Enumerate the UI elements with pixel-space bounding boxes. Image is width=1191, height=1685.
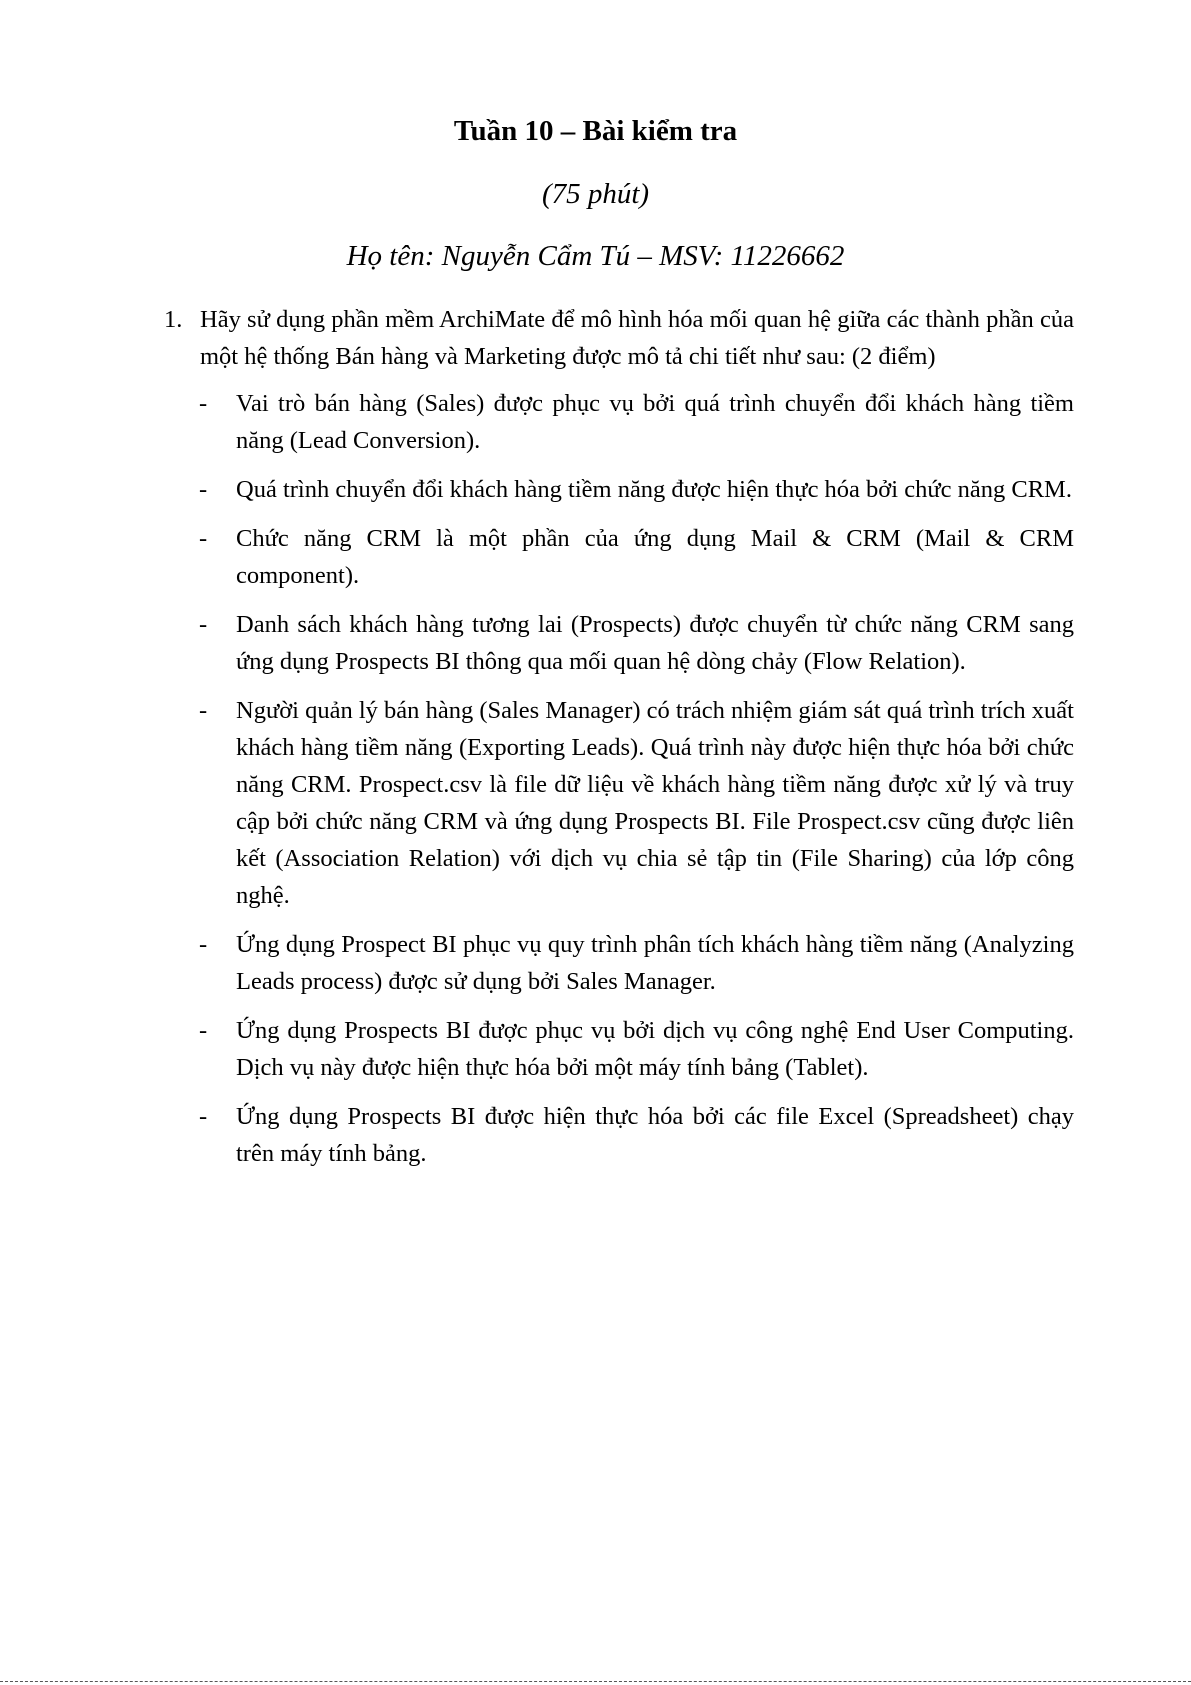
page-title: Tuần 10 – Bài kiểm tra [453,115,738,147]
list-item-text: Người quản lý bán hàng (Sales Manager) có trách nhiệm giám sát quá trình trích xuất khách hàng tiềm năng (Exporting Leads). Quá trình này được hiện thực hóa bởi chức năng CRM. Prospect.csv là file dữ liệu về khách hàng tiềm năng được xử lý và truy cập bởi chức năng CRM và ứng dụng Prospects BI. File Prospect.csv cũng được liên kết (Association Relation) với dịch vụ chia sẻ tập tin (File Sharing) của lớp công nghệ. [236,697,1074,909]
list-item [164,926,1074,1000]
list-item [164,1098,1074,1172]
question-1 [164,301,1074,1184]
bullet-dash: - [199,1103,208,1130]
question-number: 1. [164,306,183,333]
list-item [164,692,1074,914]
list-item-text: Quá trình chuyển đổi khách hàng tiềm năng được hiện thực hóa bởi chức năng CRM. [236,476,1072,503]
question-prompt [164,301,1074,375]
list-item [164,385,1074,459]
requirement-list [164,385,1074,1172]
bullet-dash: - [199,1017,208,1044]
bullet-dash: - [199,611,208,638]
list-item-text: Ứng dụng Prospect BI phục vụ quy trình phân tích khách hàng tiềm năng (Analyzing Leads process) được sử dụng bởi Sales Manager. [236,931,1074,995]
student-info: Họ tên: Nguyễn Cẩm Tú – MSV: 11226662 [346,240,845,272]
list-item [164,520,1074,594]
list-item-text: Vai trò bán hàng (Sales) được phục vụ bởi quá trình chuyển đổi khách hàng tiềm năng (Lead Conversion). [236,390,1074,454]
question-text: Hãy sử dụng phần mềm ArchiMate để mô hình hóa mối quan hệ giữa các thành phần của một hệ thống Bán hàng và Marketing được mô tả chi tiết như sau: (2 điểm) [200,306,1074,370]
list-item-text: Danh sách khách hàng tương lai (Prospects) được chuyển từ chức năng CRM sang ứng dụng Prospects BI thông qua mối quan hệ dòng chảy (Flow Relation). [236,611,1074,675]
list-item-text: Ứng dụng Prospects BI được phục vụ bởi dịch vụ công nghệ End User Computing. Dịch vụ này được hiện thực hóa bởi một máy tính bảng (Tablet). [236,1017,1074,1081]
bullet-dash: - [199,525,208,552]
list-item [164,471,1074,508]
bullet-dash: - [199,931,208,958]
bullet-dash: - [199,476,208,503]
exam-duration: (75 phút) [541,178,650,210]
list-item [164,1012,1074,1086]
list-item-text: Chức năng CRM là một phần của ứng dụng Mail & CRM (Mail & CRM component). [236,525,1074,589]
bullet-dash: - [199,697,208,724]
page-bottom-rule [0,1681,1191,1682]
list-item-text: Ứng dụng Prospects BI được hiện thực hóa bởi các file Excel (Spreadsheet) chạy trên máy tính bảng. [236,1103,1074,1167]
list-item [164,606,1074,680]
bullet-dash: - [199,390,208,417]
